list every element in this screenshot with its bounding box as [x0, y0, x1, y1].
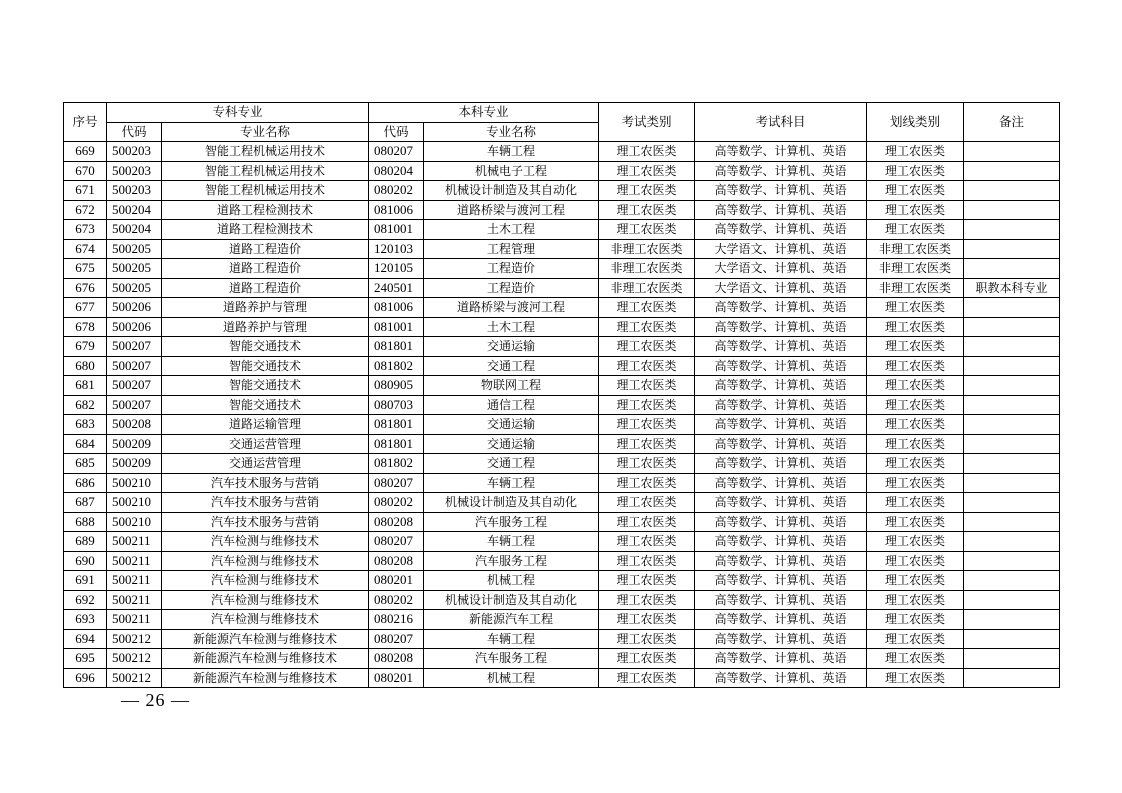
cell-zhuanke-code: 500203	[107, 142, 162, 162]
cell-seq: 673	[64, 220, 107, 240]
cell-exam-category: 理工农医类	[599, 200, 695, 220]
cell-seq: 695	[64, 649, 107, 669]
table-row	[64, 181, 1060, 201]
cell-zhuanke-name: 智能交通技术	[162, 337, 369, 357]
cell-exam-subjects: 高等数学、计算机、英语	[695, 142, 867, 162]
table-row	[64, 512, 1060, 532]
cell-line-category: 理工农医类	[867, 629, 964, 649]
cell-line-category: 理工农医类	[867, 610, 964, 630]
cell-exam-subjects: 高等数学、计算机、英语	[695, 668, 867, 688]
cell-benke-name: 工程造价	[424, 259, 599, 279]
cell-benke-code: 240501	[369, 278, 424, 298]
cell-benke-name: 交通运输	[424, 434, 599, 454]
cell-exam-subjects: 高等数学、计算机、英语	[695, 337, 867, 357]
cell-exam-category: 理工农医类	[599, 512, 695, 532]
cell-remarks	[964, 434, 1060, 454]
cell-exam-subjects: 高等数学、计算机、英语	[695, 493, 867, 513]
table-row	[64, 493, 1060, 513]
cell-seq: 689	[64, 532, 107, 552]
cell-exam-subjects: 高等数学、计算机、英语	[695, 454, 867, 474]
cell-seq: 686	[64, 473, 107, 493]
cell-exam-category: 理工农医类	[599, 298, 695, 318]
table-row	[64, 200, 1060, 220]
cell-benke-name: 汽车服务工程	[424, 649, 599, 669]
cell-exam-category: 理工农医类	[599, 415, 695, 435]
cell-exam-subjects: 高等数学、计算机、英语	[695, 161, 867, 181]
cell-remarks	[964, 298, 1060, 318]
cell-line-category: 理工农医类	[867, 376, 964, 396]
cell-remarks	[964, 649, 1060, 669]
cell-zhuanke-code: 500207	[107, 395, 162, 415]
cell-seq: 672	[64, 200, 107, 220]
cell-zhuanke-name: 汽车检测与维修技术	[162, 590, 369, 610]
table-body	[64, 142, 1060, 688]
cell-benke-code: 081006	[369, 200, 424, 220]
cell-remarks	[964, 493, 1060, 513]
cell-benke-code: 080208	[369, 551, 424, 571]
cell-seq: 684	[64, 434, 107, 454]
cell-zhuanke-name: 新能源汽车检测与维修技术	[162, 649, 369, 669]
cell-zhuanke-name: 汽车检测与维修技术	[162, 532, 369, 552]
cell-line-category: 理工农医类	[867, 200, 964, 220]
table-row	[64, 571, 1060, 591]
cell-benke-name: 土木工程	[424, 317, 599, 337]
cell-benke-code: 081001	[369, 220, 424, 240]
cell-zhuanke-name: 交通运营管理	[162, 434, 369, 454]
cell-line-category: 理工农医类	[867, 551, 964, 571]
cell-benke-code: 080202	[369, 181, 424, 201]
cell-remarks	[964, 551, 1060, 571]
cell-line-category: 理工农医类	[867, 473, 964, 493]
cell-line-category: 理工农医类	[867, 649, 964, 669]
cell-line-category: 理工农医类	[867, 161, 964, 181]
cell-exam-subjects: 高等数学、计算机、英语	[695, 298, 867, 318]
header-zhuanke-code: 代码	[107, 122, 162, 142]
cell-zhuanke-name: 智能工程机械运用技术	[162, 181, 369, 201]
cell-line-category: 理工农医类	[867, 317, 964, 337]
table-row	[64, 298, 1060, 318]
cell-exam-category: 理工农医类	[599, 356, 695, 376]
cell-zhuanke-code: 500209	[107, 434, 162, 454]
cell-line-category: 理工农医类	[867, 571, 964, 591]
cell-benke-code: 081801	[369, 337, 424, 357]
cell-zhuanke-code: 500210	[107, 473, 162, 493]
cell-exam-category: 理工农医类	[599, 337, 695, 357]
cell-exam-subjects: 高等数学、计算机、英语	[695, 220, 867, 240]
cell-exam-subjects: 高等数学、计算机、英语	[695, 395, 867, 415]
header-zhuanke: 专科专业	[107, 103, 369, 123]
cell-remarks	[964, 532, 1060, 552]
cell-zhuanke-code: 500211	[107, 532, 162, 552]
cell-exam-category: 非理工农医类	[599, 278, 695, 298]
cell-benke-name: 机械设计制造及其自动化	[424, 181, 599, 201]
cell-zhuanke-name: 汽车技术服务与营销	[162, 512, 369, 532]
cell-exam-subjects: 高等数学、计算机、英语	[695, 512, 867, 532]
cell-line-category: 理工农医类	[867, 142, 964, 162]
cell-benke-name: 交通运输	[424, 337, 599, 357]
cell-seq: 691	[64, 571, 107, 591]
cell-benke-code: 081802	[369, 454, 424, 474]
cell-benke-name: 机械工程	[424, 668, 599, 688]
cell-zhuanke-name: 汽车技术服务与营销	[162, 473, 369, 493]
page-number: — 26 —	[121, 690, 190, 710]
cell-zhuanke-name: 智能工程机械运用技术	[162, 142, 369, 162]
table-row	[64, 220, 1060, 240]
cell-exam-category: 理工农医类	[599, 551, 695, 571]
cell-seq: 681	[64, 376, 107, 396]
cell-seq: 679	[64, 337, 107, 357]
cell-benke-code: 080201	[369, 668, 424, 688]
cell-zhuanke-code: 500206	[107, 298, 162, 318]
cell-zhuanke-name: 交通运营管理	[162, 454, 369, 474]
table-row	[64, 395, 1060, 415]
cell-benke-code: 081802	[369, 356, 424, 376]
cell-benke-name: 工程造价	[424, 278, 599, 298]
table-row	[64, 434, 1060, 454]
cell-benke-name: 道路桥梁与渡河工程	[424, 298, 599, 318]
table-row	[64, 551, 1060, 571]
table-row	[64, 415, 1060, 435]
cell-remarks	[964, 317, 1060, 337]
cell-zhuanke-code: 500203	[107, 161, 162, 181]
cell-seq: 678	[64, 317, 107, 337]
cell-exam-subjects: 高等数学、计算机、英语	[695, 629, 867, 649]
cell-exam-category: 理工农医类	[599, 649, 695, 669]
cell-zhuanke-code: 500212	[107, 649, 162, 669]
header-exam-subjects: 考试科目	[695, 103, 867, 142]
cell-remarks	[964, 220, 1060, 240]
cell-zhuanke-name: 汽车技术服务与营销	[162, 493, 369, 513]
cell-zhuanke-code: 500204	[107, 200, 162, 220]
cell-benke-code: 080202	[369, 590, 424, 610]
cell-seq: 676	[64, 278, 107, 298]
cell-benke-code: 080202	[369, 493, 424, 513]
cell-remarks	[964, 512, 1060, 532]
cell-seq: 690	[64, 551, 107, 571]
cell-zhuanke-name: 新能源汽车检测与维修技术	[162, 629, 369, 649]
cell-zhuanke-code: 500204	[107, 220, 162, 240]
cell-line-category: 理工农医类	[867, 434, 964, 454]
cell-remarks	[964, 473, 1060, 493]
cell-zhuanke-name: 智能工程机械运用技术	[162, 161, 369, 181]
cell-benke-name: 机械电子工程	[424, 161, 599, 181]
header-benke-code: 代码	[369, 122, 424, 142]
cell-seq: 671	[64, 181, 107, 201]
cell-exam-category: 理工农医类	[599, 590, 695, 610]
cell-benke-name: 机械设计制造及其自动化	[424, 493, 599, 513]
cell-zhuanke-code: 500207	[107, 356, 162, 376]
cell-exam-subjects: 高等数学、计算机、英语	[695, 532, 867, 552]
cell-benke-code: 080207	[369, 142, 424, 162]
cell-exam-subjects: 大学语文、计算机、英语	[695, 239, 867, 259]
cell-zhuanke-code: 500205	[107, 278, 162, 298]
cell-seq: 685	[64, 454, 107, 474]
cell-remarks	[964, 590, 1060, 610]
cell-exam-subjects: 高等数学、计算机、英语	[695, 434, 867, 454]
cell-remarks: 职教本科专业	[964, 278, 1060, 298]
cell-exam-subjects: 高等数学、计算机、英语	[695, 181, 867, 201]
cell-zhuanke-name: 智能交通技术	[162, 395, 369, 415]
cell-exam-subjects: 高等数学、计算机、英语	[695, 590, 867, 610]
cell-zhuanke-name: 道路工程造价	[162, 259, 369, 279]
cell-seq: 683	[64, 415, 107, 435]
table-row	[64, 532, 1060, 552]
cell-exam-category: 理工农医类	[599, 473, 695, 493]
cell-exam-category: 理工农医类	[599, 181, 695, 201]
cell-zhuanke-name: 道路养护与管理	[162, 317, 369, 337]
cell-remarks	[964, 395, 1060, 415]
cell-benke-name: 道路桥梁与渡河工程	[424, 200, 599, 220]
cell-seq: 687	[64, 493, 107, 513]
cell-zhuanke-name: 智能交通技术	[162, 376, 369, 396]
cell-exam-category: 理工农医类	[599, 434, 695, 454]
cell-exam-subjects: 高等数学、计算机、英语	[695, 473, 867, 493]
cell-benke-name: 机械设计制造及其自动化	[424, 590, 599, 610]
cell-remarks	[964, 200, 1060, 220]
cell-line-category: 理工农医类	[867, 298, 964, 318]
table-row	[64, 239, 1060, 259]
cell-benke-code: 080216	[369, 610, 424, 630]
cell-exam-category: 理工农医类	[599, 220, 695, 240]
cell-zhuanke-name: 汽车检测与维修技术	[162, 551, 369, 571]
table-row	[64, 610, 1060, 630]
cell-zhuanke-name: 道路运输管理	[162, 415, 369, 435]
cell-zhuanke-code: 500210	[107, 493, 162, 513]
cell-zhuanke-code: 500206	[107, 317, 162, 337]
cell-exam-category: 理工农医类	[599, 532, 695, 552]
cell-zhuanke-code: 500211	[107, 590, 162, 610]
cell-exam-category: 理工农医类	[599, 142, 695, 162]
cell-zhuanke-name: 道路养护与管理	[162, 298, 369, 318]
cell-seq: 693	[64, 610, 107, 630]
cell-remarks	[964, 142, 1060, 162]
cell-zhuanke-code: 500211	[107, 610, 162, 630]
cell-exam-category: 非理工农医类	[599, 239, 695, 259]
cell-benke-name: 交通工程	[424, 356, 599, 376]
cell-remarks	[964, 259, 1060, 279]
cell-seq: 694	[64, 629, 107, 649]
cell-seq: 670	[64, 161, 107, 181]
cell-line-category: 理工农医类	[867, 181, 964, 201]
cell-line-category: 理工农医类	[867, 590, 964, 610]
cell-exam-subjects: 高等数学、计算机、英语	[695, 610, 867, 630]
header-seq: 序号	[64, 103, 107, 142]
cell-benke-name: 车辆工程	[424, 532, 599, 552]
cell-benke-code: 080208	[369, 649, 424, 669]
cell-remarks	[964, 376, 1060, 396]
cell-remarks	[964, 239, 1060, 259]
cell-line-category: 理工农医类	[867, 220, 964, 240]
cell-benke-name: 通信工程	[424, 395, 599, 415]
cell-seq: 692	[64, 590, 107, 610]
header-zhuanke-name: 专业名称	[162, 122, 369, 142]
cell-zhuanke-code: 500211	[107, 571, 162, 591]
cell-benke-name: 机械工程	[424, 571, 599, 591]
cell-exam-category: 理工农医类	[599, 610, 695, 630]
cell-benke-name: 交通工程	[424, 454, 599, 474]
cell-benke-name: 工程管理	[424, 239, 599, 259]
cell-benke-code: 080208	[369, 512, 424, 532]
cell-benke-code: 080207	[369, 629, 424, 649]
cell-line-category: 理工农医类	[867, 356, 964, 376]
cell-benke-name: 车辆工程	[424, 473, 599, 493]
table-row	[64, 278, 1060, 298]
major-mapping-table	[63, 102, 1060, 688]
cell-benke-code: 081801	[369, 415, 424, 435]
table-header	[64, 103, 1060, 142]
cell-zhuanke-code: 500210	[107, 512, 162, 532]
cell-zhuanke-code: 500212	[107, 629, 162, 649]
cell-benke-code: 081001	[369, 317, 424, 337]
cell-zhuanke-code: 500212	[107, 668, 162, 688]
table-row	[64, 259, 1060, 279]
cell-zhuanke-name: 汽车检测与维修技术	[162, 610, 369, 630]
cell-seq: 669	[64, 142, 107, 162]
cell-benke-code: 080207	[369, 473, 424, 493]
cell-benke-name: 车辆工程	[424, 142, 599, 162]
table-row	[64, 454, 1060, 474]
header-remarks: 备注	[964, 103, 1060, 142]
cell-line-category: 理工农医类	[867, 454, 964, 474]
cell-remarks	[964, 337, 1060, 357]
table-row	[64, 356, 1060, 376]
cell-line-category: 非理工农医类	[867, 259, 964, 279]
cell-exam-category: 理工农医类	[599, 376, 695, 396]
cell-benke-code: 081006	[369, 298, 424, 318]
cell-zhuanke-name: 智能交通技术	[162, 356, 369, 376]
cell-line-category: 理工农医类	[867, 493, 964, 513]
cell-zhuanke-name: 道路工程造价	[162, 278, 369, 298]
table-row	[64, 317, 1060, 337]
cell-exam-category: 理工农医类	[599, 395, 695, 415]
cell-remarks	[964, 610, 1060, 630]
cell-remarks	[964, 571, 1060, 591]
cell-exam-category: 理工农医类	[599, 454, 695, 474]
cell-exam-subjects: 高等数学、计算机、英语	[695, 649, 867, 669]
table-row	[64, 161, 1060, 181]
header-benke: 本科专业	[369, 103, 599, 123]
header-exam-category: 考试类别	[599, 103, 695, 142]
cell-remarks	[964, 668, 1060, 688]
cell-benke-name: 土木工程	[424, 220, 599, 240]
cell-line-category: 理工农医类	[867, 512, 964, 532]
cell-zhuanke-code: 500203	[107, 181, 162, 201]
cell-exam-category: 非理工农医类	[599, 259, 695, 279]
cell-exam-subjects: 大学语文、计算机、英语	[695, 259, 867, 279]
cell-exam-subjects: 高等数学、计算机、英语	[695, 551, 867, 571]
cell-benke-code: 120105	[369, 259, 424, 279]
table-row	[64, 473, 1060, 493]
cell-zhuanke-code: 500207	[107, 376, 162, 396]
table-row	[64, 590, 1060, 610]
header-benke-name: 专业名称	[424, 122, 599, 142]
cell-line-category: 非理工农医类	[867, 278, 964, 298]
cell-remarks	[964, 629, 1060, 649]
table-row	[64, 629, 1060, 649]
cell-line-category: 理工农医类	[867, 668, 964, 688]
cell-exam-category: 理工农医类	[599, 493, 695, 513]
cell-zhuanke-name: 道路工程造价	[162, 239, 369, 259]
cell-seq: 677	[64, 298, 107, 318]
cell-zhuanke-code: 500205	[107, 239, 162, 259]
cell-zhuanke-name: 新能源汽车检测与维修技术	[162, 668, 369, 688]
cell-benke-name: 新能源汽车工程	[424, 610, 599, 630]
cell-remarks	[964, 356, 1060, 376]
cell-exam-subjects: 大学语文、计算机、英语	[695, 278, 867, 298]
cell-line-category: 理工农医类	[867, 532, 964, 552]
cell-exam-subjects: 高等数学、计算机、英语	[695, 200, 867, 220]
cell-benke-name: 汽车服务工程	[424, 551, 599, 571]
cell-benke-name: 车辆工程	[424, 629, 599, 649]
cell-seq: 674	[64, 239, 107, 259]
cell-line-category: 理工农医类	[867, 395, 964, 415]
table-row	[64, 649, 1060, 669]
cell-remarks	[964, 181, 1060, 201]
cell-zhuanke-code: 500208	[107, 415, 162, 435]
cell-exam-subjects: 高等数学、计算机、英语	[695, 376, 867, 396]
cell-line-category: 理工农医类	[867, 415, 964, 435]
table-row	[64, 376, 1060, 396]
table-row	[64, 142, 1060, 162]
cell-benke-code: 080204	[369, 161, 424, 181]
cell-benke-code: 120103	[369, 239, 424, 259]
cell-zhuanke-code: 500211	[107, 551, 162, 571]
cell-exam-category: 理工农医类	[599, 571, 695, 591]
cell-benke-code: 080207	[369, 532, 424, 552]
cell-exam-subjects: 高等数学、计算机、英语	[695, 415, 867, 435]
cell-seq: 675	[64, 259, 107, 279]
cell-exam-subjects: 高等数学、计算机、英语	[695, 571, 867, 591]
cell-exam-subjects: 高等数学、计算机、英语	[695, 317, 867, 337]
cell-benke-code: 081801	[369, 434, 424, 454]
cell-seq: 688	[64, 512, 107, 532]
cell-line-category: 理工农医类	[867, 337, 964, 357]
cell-exam-category: 理工农医类	[599, 629, 695, 649]
cell-seq: 696	[64, 668, 107, 688]
header-line-category: 划线类别	[867, 103, 964, 142]
cell-line-category: 非理工农医类	[867, 239, 964, 259]
cell-remarks	[964, 415, 1060, 435]
cell-seq: 682	[64, 395, 107, 415]
table-row	[64, 668, 1060, 688]
cell-remarks	[964, 454, 1060, 474]
cell-benke-name: 交通运输	[424, 415, 599, 435]
cell-zhuanke-code: 500207	[107, 337, 162, 357]
cell-zhuanke-code: 500205	[107, 259, 162, 279]
cell-exam-category: 理工农医类	[599, 668, 695, 688]
cell-zhuanke-name: 道路工程检测技术	[162, 200, 369, 220]
cell-zhuanke-name: 汽车检测与维修技术	[162, 571, 369, 591]
cell-benke-name: 物联网工程	[424, 376, 599, 396]
cell-exam-category: 理工农医类	[599, 317, 695, 337]
cell-benke-code: 080905	[369, 376, 424, 396]
cell-benke-code: 080703	[369, 395, 424, 415]
cell-benke-code: 080201	[369, 571, 424, 591]
cell-zhuanke-name: 道路工程检测技术	[162, 220, 369, 240]
cell-exam-category: 理工农医类	[599, 161, 695, 181]
table-row	[64, 337, 1060, 357]
cell-exam-subjects: 高等数学、计算机、英语	[695, 356, 867, 376]
cell-remarks	[964, 161, 1060, 181]
cell-seq: 680	[64, 356, 107, 376]
cell-zhuanke-code: 500209	[107, 454, 162, 474]
cell-benke-name: 汽车服务工程	[424, 512, 599, 532]
